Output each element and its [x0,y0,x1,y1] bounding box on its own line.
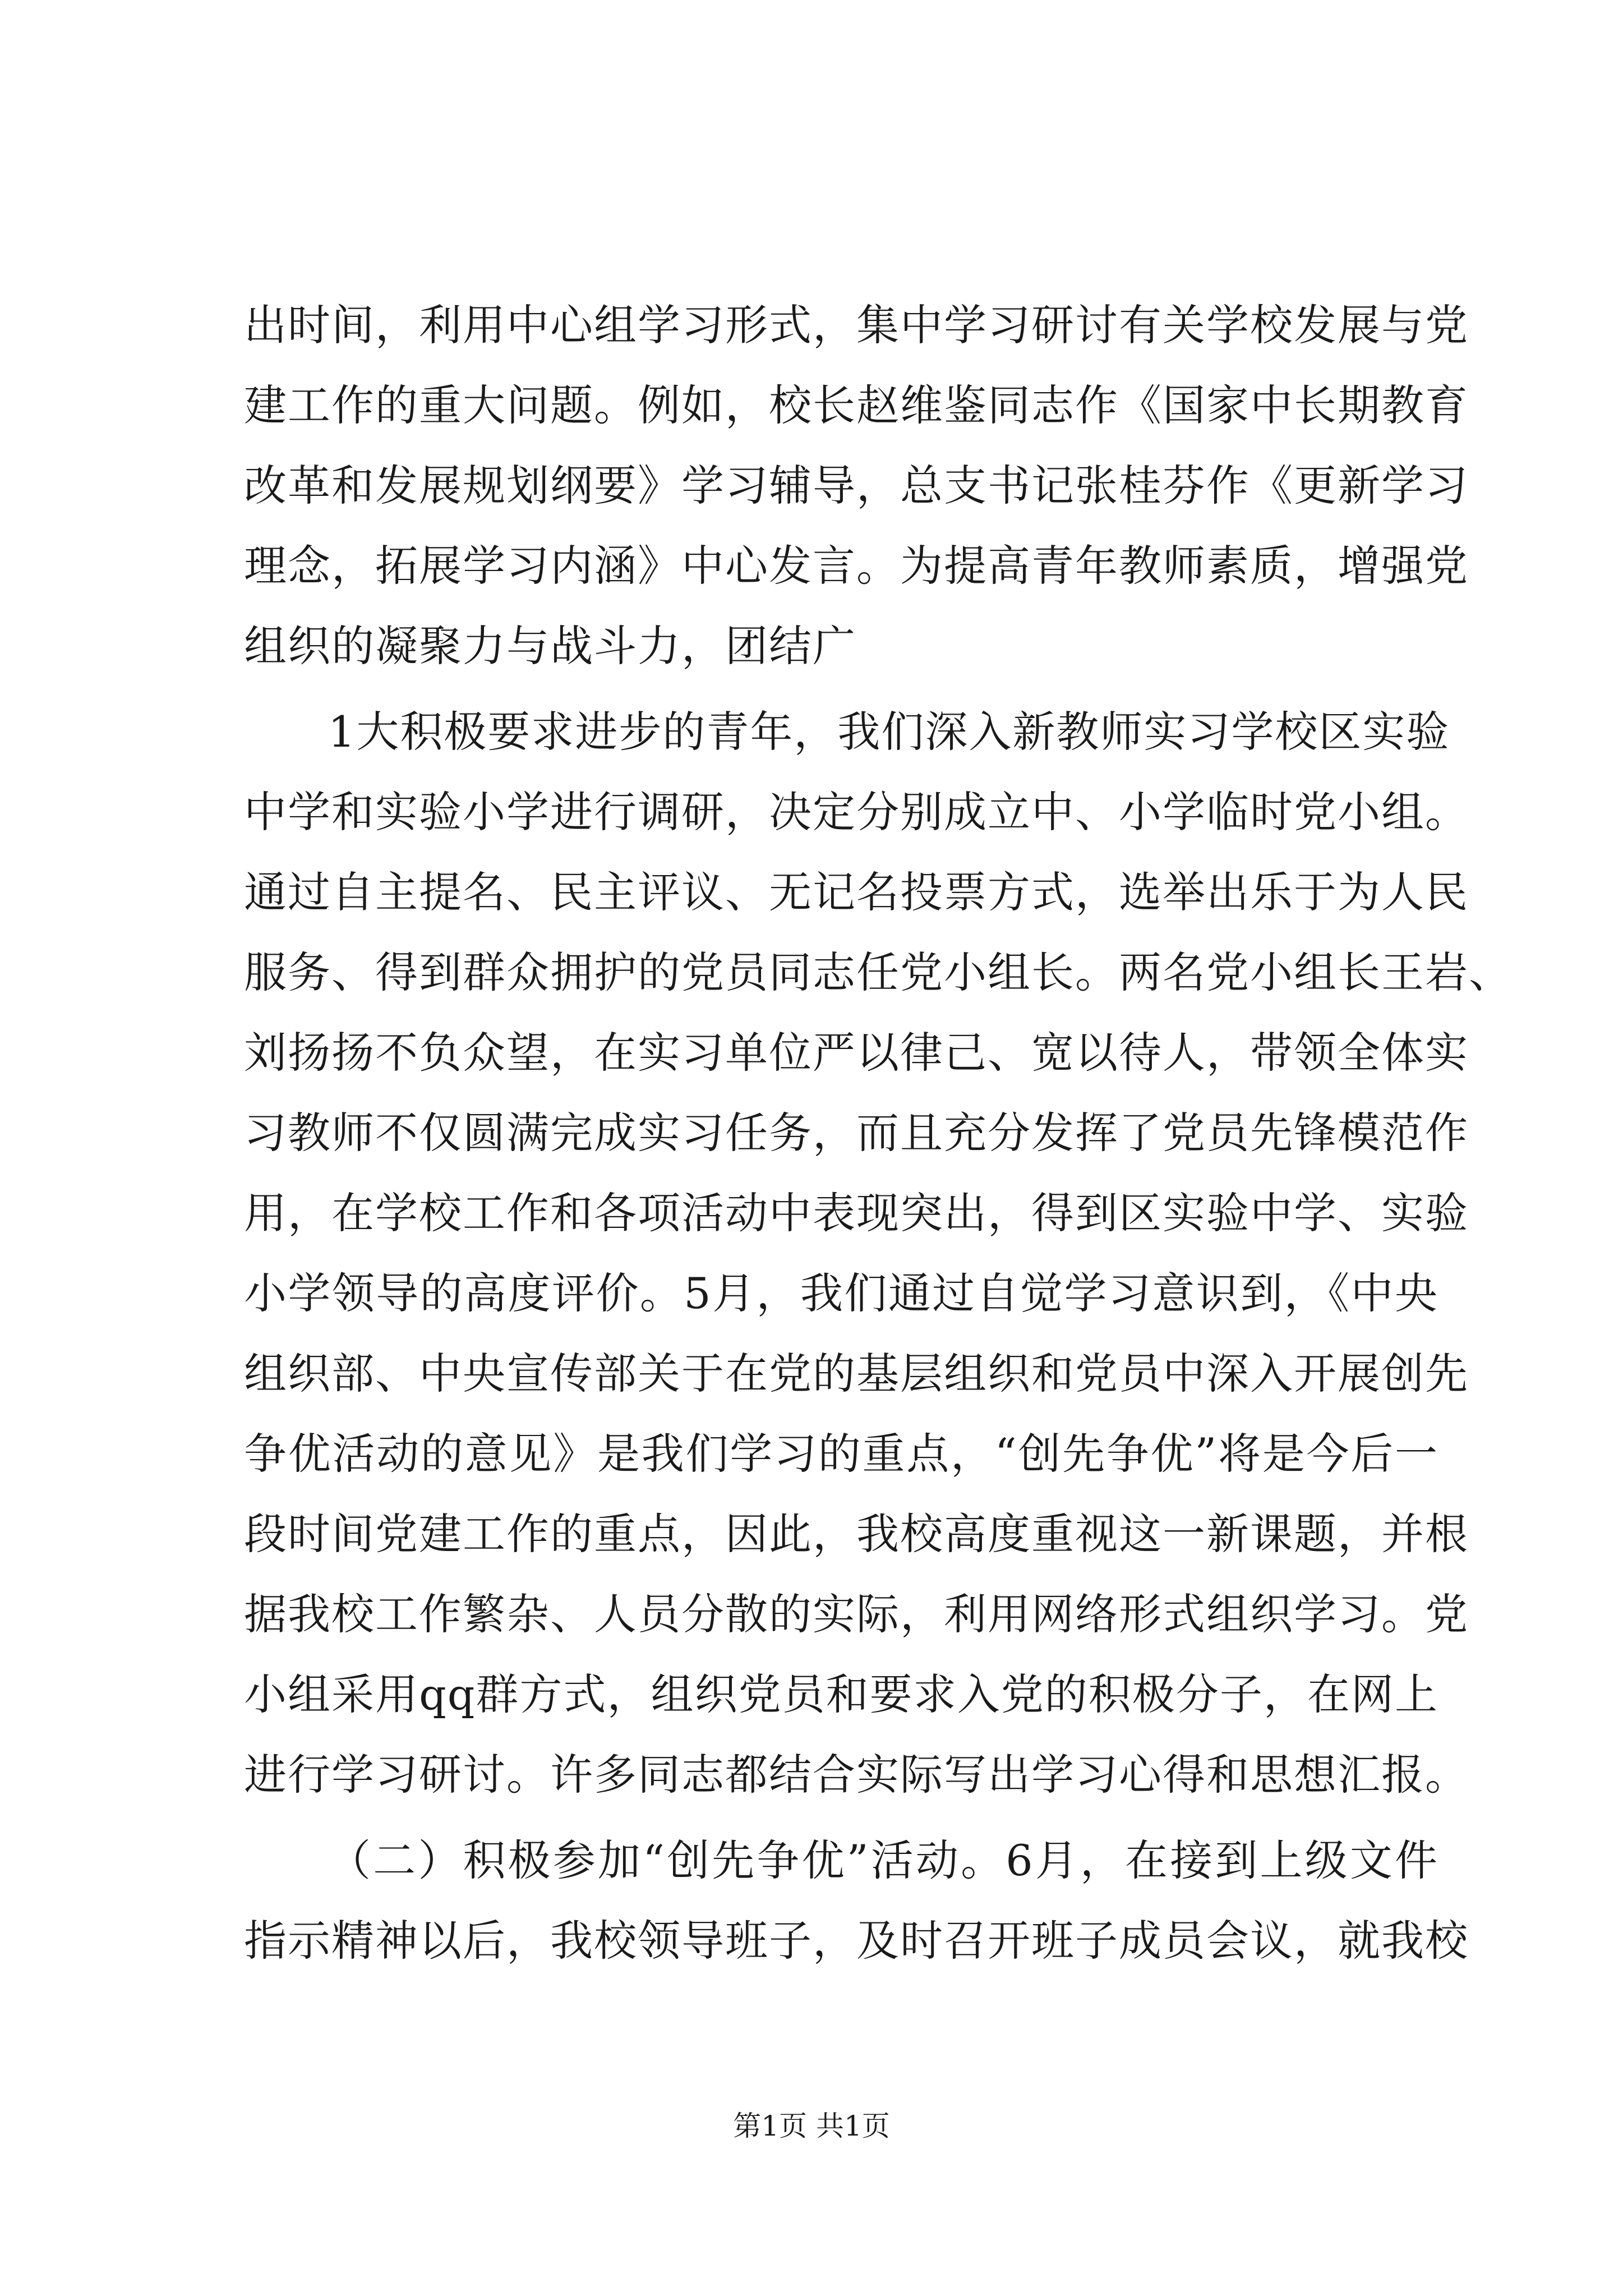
text-line: 中学和实验小学进行调研，决定分别成立中、小学临时党小组。 [244,787,1469,837]
text-line: 用，在学校工作和各项活动中表现突出，得到区实验中学、实验 [244,1188,1469,1238]
text-line: 出时间，利用中心组学习形式，集中学习研讨有关学校发展与党 [244,300,1469,350]
text-line: 通过自主提名、民主评议、无记名投票方式，选举出乐于为人民 [244,867,1469,917]
text-line: 进行学习研讨。许多同志都结合实际写出学习心得和思想汇报。 [244,1750,1469,1800]
text-line: 组织部、中央宣传部关于在党的基层组织和党员中深入开展创先 [244,1349,1469,1398]
text-line: 刘扬扬不负众望，在实习单位严以律己、宽以待人，带领全体实 [244,1028,1469,1078]
text-line: 服务、得到群众拥护的党员同志任党小组长。两名党小组长王岩、 [244,947,1513,997]
text-line: 理念，拓展学习内涵》中心发言。为提高青年教师素质，增强党 [244,541,1469,591]
text-line: 指示精神以后，我校领导班子，及时召开班子成员会议，就我校 [244,1916,1469,1966]
text-line: 改革和发展规划纲要》学习辅导，总支书记张桂芬作《更新学习 [244,461,1469,510]
text-line: 段时间党建工作的重点，因此，我校高度重视这一新课题，并根 [244,1509,1469,1559]
text-line: 建工作的重大问题。例如，校长赵维鉴同志作《国家中长期教育 [244,380,1469,430]
text-line: 小组采用qq群方式，组织党员和要求入党的积极分子，在网上 [244,1669,1438,1719]
text-line: 争优活动的意见》是我们学习的重点，“创先争优”将是今后一 [244,1429,1438,1479]
text-line: 小学领导的高度评价。5月，我们通过自觉学习意识到，《中央 [244,1268,1438,1318]
text-line: 组织的凝聚力与战斗力，团结广 [244,621,856,671]
text-line: 1大积极要求进步的青年，我们深入新教师实习学校区实验 [328,707,1450,757]
text-line: 据我校工作繁杂、人员分散的实际，利用网络形式组织学习。党 [244,1589,1469,1639]
text-line: （二）积极参加“创先争优”活动。6月，在接到上级文件 [328,1835,1438,1885]
text-line: 习教师不仅圆满完成实习任务，而且充分发挥了党员先锋模范作 [244,1108,1469,1158]
page-footer: 第1页 共1页 [733,2110,890,2142]
